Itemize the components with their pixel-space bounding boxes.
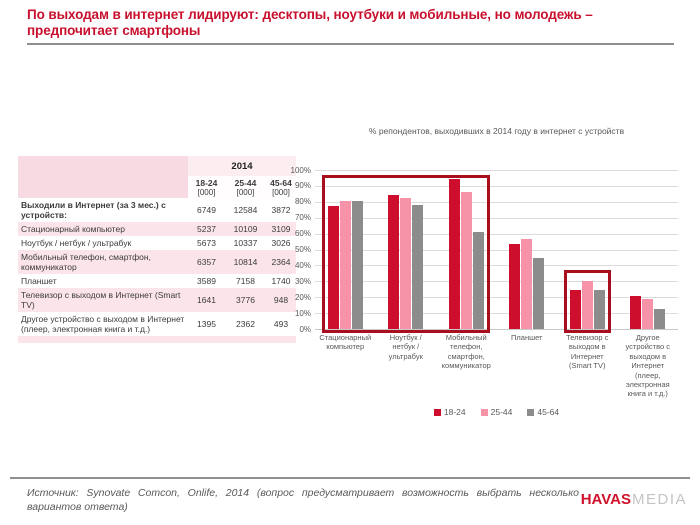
bar [654,309,665,329]
table-year-header: 2014 [188,156,296,176]
page-title: По выходам в интернет лидируют: десктопы, ноутбуки и мобильные, но молодежь – предпочитает смартфоны [27,7,593,39]
source-note: Источник: Synovate Comcon, Onlife, 2014 (вопрос предусматривает возможность выбрать несколько вариантов ответа) [27,487,579,514]
row-label: Ноутбук / нетбук / ультрабук [21,238,132,249]
column-unit: [000] [197,188,216,197]
row-label: Мобильный телефон, смартфон, коммуникатор [21,252,151,273]
column-name: 18-24 [195,178,218,188]
pad-cell [188,336,225,343]
bar [533,258,544,329]
table-row [18,250,296,274]
y-axis-label: 80% [294,197,311,207]
havas-media-logo [581,491,687,508]
table-row [18,198,296,222]
row-value: 3109 [271,224,291,235]
y-axis-label: 50% [294,245,311,254]
row-label: Планшет [21,276,57,287]
chart-plot-area [290,165,678,334]
y-axis-label: 40% [294,260,311,270]
table-column-header [225,176,266,198]
legend-label: 25-44 [490,407,513,417]
x-axis-label: Планшет [511,333,543,342]
row-label: Другое устройство с выходом в Интернет (плеер, электронная книга и т.д.) [21,314,185,335]
legend-label: 18-24 [443,407,466,417]
row-value: 3589 [197,276,216,287]
row-value: 1740 [271,276,291,287]
havas-logo-text: HAVAS [580,491,631,508]
legend-item [434,407,466,417]
legend-swatch [527,409,534,416]
table-row [18,236,296,250]
bar [630,296,641,329]
legend-label: 45-64 [537,407,560,417]
column-unit: [000] [272,188,290,197]
chart-legend [315,407,678,417]
row-value: 10109 [233,224,258,235]
legend-swatch [481,409,488,416]
legend-item [527,407,559,417]
chart-title: % репондентов, выходивших в 2014 году в интернет с устройств [368,126,625,136]
row-value: 5673 [197,238,216,249]
bar [521,239,532,329]
x-axis-label: Ноутбук / нетбук / ультрабук [388,333,423,361]
row-value: 5237 [197,224,216,235]
bar [509,244,520,329]
bar-group [618,170,679,329]
column-unit: [000] [236,188,255,197]
table-column-header [188,176,225,198]
row-value: 3872 [271,205,291,216]
column-name: 45-64 [270,178,292,188]
data-table-body [18,198,296,343]
x-axis-label: Другое устройство с выходом в Интернет (плеер, электронная книга и т.д.) [625,333,670,399]
row-value: 493 [273,319,289,330]
row-label: Выходили в Интернет (за 3 мес.) с устройств: [21,200,166,221]
column-name: 25-44 [234,178,257,188]
x-axis-label: Телевизор с выходом в Интернет (Smart TV) [566,333,609,371]
footer-divider [10,477,690,479]
row-value: 1641 [197,295,216,306]
row-value: 6357 [197,257,216,268]
table-year-row [18,156,296,176]
y-axis-label: 90% [294,181,311,191]
table-corner-cell [18,156,188,198]
row-label: Телевизор с выходом в Интернет (Smart TV) [21,290,181,311]
highlight-box [322,175,490,333]
bar-group [497,170,558,329]
legend-swatch [434,409,441,416]
row-label: Стационарный компьютер [21,224,125,235]
slide-title-block [27,7,674,45]
y-axis-label: 100% [290,165,311,175]
row-value: 12584 [233,205,258,216]
row-value: 3776 [236,295,255,306]
pad-cell [18,336,188,343]
row-value: 7158 [236,276,255,287]
pad-cell [225,336,266,343]
table-row [18,274,296,288]
chart-x-axis-labels [315,333,678,399]
row-value: 10337 [233,238,258,249]
x-axis-label: Мобильный телефон, смартфон, коммуникатор [441,333,491,371]
legend-item [481,407,513,417]
y-axis-label: 70% [294,213,311,223]
x-axis-label: Стационарный компьютер [319,333,372,352]
devices-table-grid [18,156,296,343]
y-axis-label: 10% [294,308,311,318]
y-axis-label: 60% [294,229,311,239]
row-value: 2364 [271,257,291,268]
table-row [18,312,296,336]
y-axis-label: 30% [294,276,311,286]
row-value: 1395 [197,319,216,330]
row-value: 948 [273,295,289,306]
bar-chart [288,126,692,426]
row-value: 10814 [233,257,258,268]
row-value: 3026 [271,238,291,249]
y-axis-label: 20% [294,292,311,302]
table-row [18,288,296,312]
devices-table [18,156,296,343]
table-pad-row [18,336,296,343]
y-axis-label: 0% [299,324,311,334]
bar [642,299,653,329]
media-logo-text: MEDIA [631,491,687,508]
row-value: 6749 [197,205,216,216]
row-value: 2362 [236,319,255,330]
highlight-box [564,270,611,333]
table-row [18,222,296,236]
